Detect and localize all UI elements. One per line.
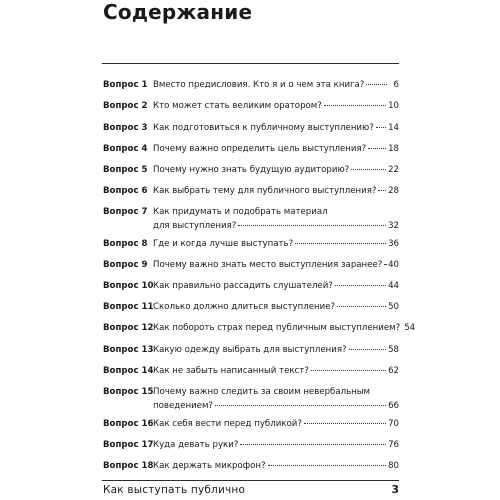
dot-leader	[384, 264, 386, 265]
question-number: Вопрос 1	[103, 80, 148, 90]
page-number: 80	[388, 461, 399, 471]
question-number: Вопрос 14	[103, 366, 154, 376]
question-title: Куда девать руки?	[153, 440, 239, 450]
question-title: Как держать микрофон?	[153, 461, 266, 471]
question-number: Вопрос 16	[103, 419, 154, 429]
question-number: Вопрос 8	[103, 239, 148, 249]
dot-leader	[376, 127, 386, 128]
question-number: Вопрос 17	[103, 440, 154, 450]
question-title: Как придумать и подобрать материал	[153, 207, 328, 217]
question-title: Как не забыть написанный текст?	[153, 366, 309, 376]
page-number: 54	[404, 323, 416, 333]
dot-leader	[378, 190, 386, 191]
dot-leader	[311, 370, 386, 371]
page-number: 32	[388, 221, 399, 231]
question-title: Как выбрать тему для публичного выступления?	[153, 186, 377, 196]
question-title: Как подготовиться к публичному выступлению?	[153, 123, 374, 133]
running-footer-title: Как выступать публично	[103, 484, 246, 496]
question-title-continued: для выступления?	[153, 221, 237, 231]
question-number: Вопрос 18	[103, 461, 154, 471]
question-title: Почему важно определить цель выступления?	[153, 144, 367, 154]
question-number: Вопрос 7	[103, 207, 148, 217]
folio-page-number: 3	[391, 483, 399, 496]
question-number: Вопрос 10	[103, 281, 154, 291]
question-title: Почему важно знать место выступления заранее?	[153, 260, 383, 270]
question-number: Вопрос 2	[103, 101, 148, 111]
question-title: Кто может стать великим оратором?	[153, 101, 322, 111]
page-number: 6	[393, 80, 399, 90]
question-title: Какую одежду выбрать для выступления?	[153, 345, 347, 355]
question-title: Вместо предисловия. Кто я и о чем эта книга?	[153, 80, 365, 90]
page-number: 44	[388, 281, 399, 291]
dot-leader	[335, 285, 386, 286]
dot-leader	[240, 444, 386, 445]
page-number: 70	[388, 419, 399, 429]
question-title-continued: поведением?	[153, 401, 213, 411]
question-number: Вопрос 13	[103, 345, 154, 355]
page-number: 66	[388, 401, 399, 411]
page-number: 10	[388, 101, 399, 111]
page-title: Содержание	[103, 0, 253, 24]
question-title: Сколько должно длиться выступление?	[153, 302, 336, 312]
page-number: 58	[388, 345, 399, 355]
page-number: 14	[388, 123, 399, 133]
dot-leader	[268, 465, 387, 466]
page-number: 40	[388, 260, 399, 270]
page-number: 36	[388, 239, 399, 249]
question-number: Вопрос 6	[103, 186, 148, 196]
page-number: 28	[388, 186, 399, 196]
dot-leader	[337, 306, 386, 307]
page-number: 18	[388, 144, 399, 154]
page-number: 62	[388, 366, 399, 376]
page-number: 50	[388, 302, 399, 312]
question-number: Вопрос 12	[103, 323, 154, 333]
question-number: Вопрос 3	[103, 123, 148, 133]
dot-leader	[366, 84, 387, 85]
question-number: Вопрос 5	[103, 165, 148, 175]
question-number: Вопрос 11	[103, 302, 154, 312]
question-number: Вопрос 15	[103, 387, 154, 397]
page-number: 22	[388, 165, 399, 175]
dot-leader	[351, 169, 386, 170]
footer-divider	[102, 480, 399, 481]
question-number: Вопрос 9	[103, 260, 148, 270]
dot-leader	[368, 148, 386, 149]
dot-leader	[324, 105, 386, 106]
dot-leader	[215, 405, 386, 406]
top-divider	[102, 63, 399, 64]
question-number: Вопрос 4	[103, 144, 148, 154]
question-title: Где и когда лучше выступать?	[153, 239, 294, 249]
question-title: Как правильно рассадить слушателей?	[153, 281, 333, 291]
page-number: 76	[388, 440, 399, 450]
dot-leader	[238, 225, 386, 226]
question-title: Почему важно следить за своим невербальным	[153, 387, 371, 397]
dot-leader	[295, 243, 386, 244]
question-title: Как себя вести перед публикой?	[153, 419, 302, 429]
dot-leader	[349, 349, 386, 350]
dot-leader	[304, 423, 386, 424]
question-title: Как побороть страх перед публичным выступлением?	[153, 323, 401, 333]
question-title: Почему нужно знать будущую аудиторию?	[153, 165, 350, 175]
